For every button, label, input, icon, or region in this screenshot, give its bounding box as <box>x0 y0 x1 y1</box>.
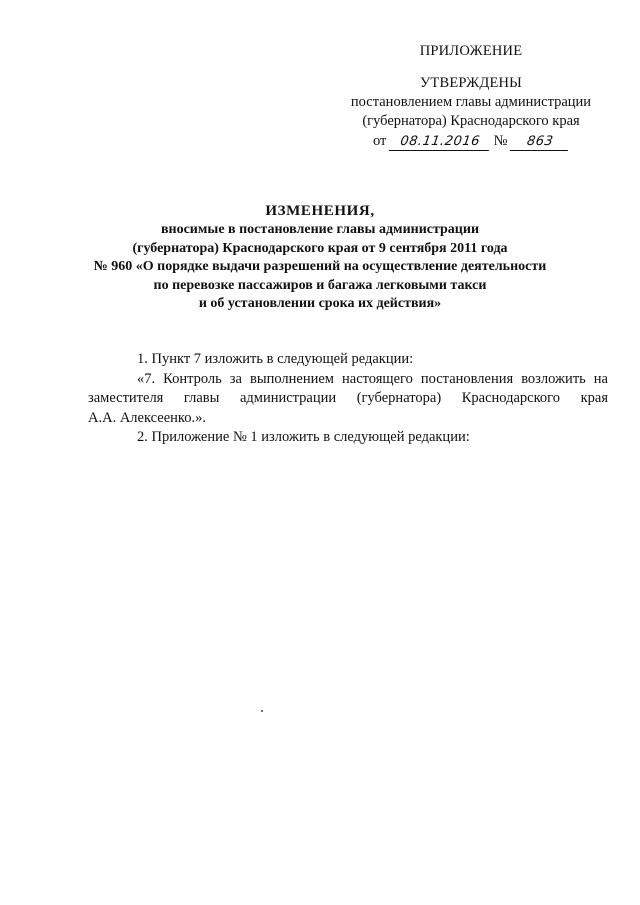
scan-speck <box>261 710 263 712</box>
approval-line-2: (губернатора) Краснодарского края <box>362 113 580 129</box>
title-heading: ИЗМЕНЕНИЯ, <box>265 203 375 219</box>
handwritten-date: 08.11.2016 <box>389 134 491 151</box>
approval-line-1: постановлением главы администрации <box>350 94 592 110</box>
title-line: вносимые в постановление главы администрации <box>160 222 480 237</box>
quote-line-1: «7. Контроль за выполнением настоящего постановления возложить на <box>137 370 608 387</box>
title-line: № 960 «О порядке выдачи разрешений на осуществление деятельности <box>93 259 547 274</box>
item-1-text: 1. Пункт 7 изложить в следующей редакции: <box>137 351 414 367</box>
approved-label: УТВЕРЖДЕНЫ <box>419 75 523 91</box>
from-label: от <box>372 133 387 149</box>
document-body <box>88 350 608 448</box>
quote-line-3: А.А. Алексеенко.». <box>88 409 206 426</box>
title-line: (губернатора) Краснодарского края от 9 сентября 2011 года <box>132 240 508 256</box>
approval-date-number-row <box>340 132 602 151</box>
approval-block <box>340 42 602 151</box>
appendix-label: ПРИЛОЖЕНИЕ <box>419 43 523 59</box>
title-line: по перевозке пассажиров и багажа легковыми такси <box>153 277 487 293</box>
quote-line-2: заместителя главы администрации (губернатора) Краснодарского края <box>88 390 608 406</box>
item-2-text: 2. Приложение № 1 изложить в следующей редакции: <box>137 429 470 445</box>
document-title <box>40 201 600 314</box>
number-sign: № <box>493 133 508 149</box>
handwritten-number: 863 <box>510 134 570 151</box>
title-line: и об установлении срока их действия» <box>198 296 442 311</box>
